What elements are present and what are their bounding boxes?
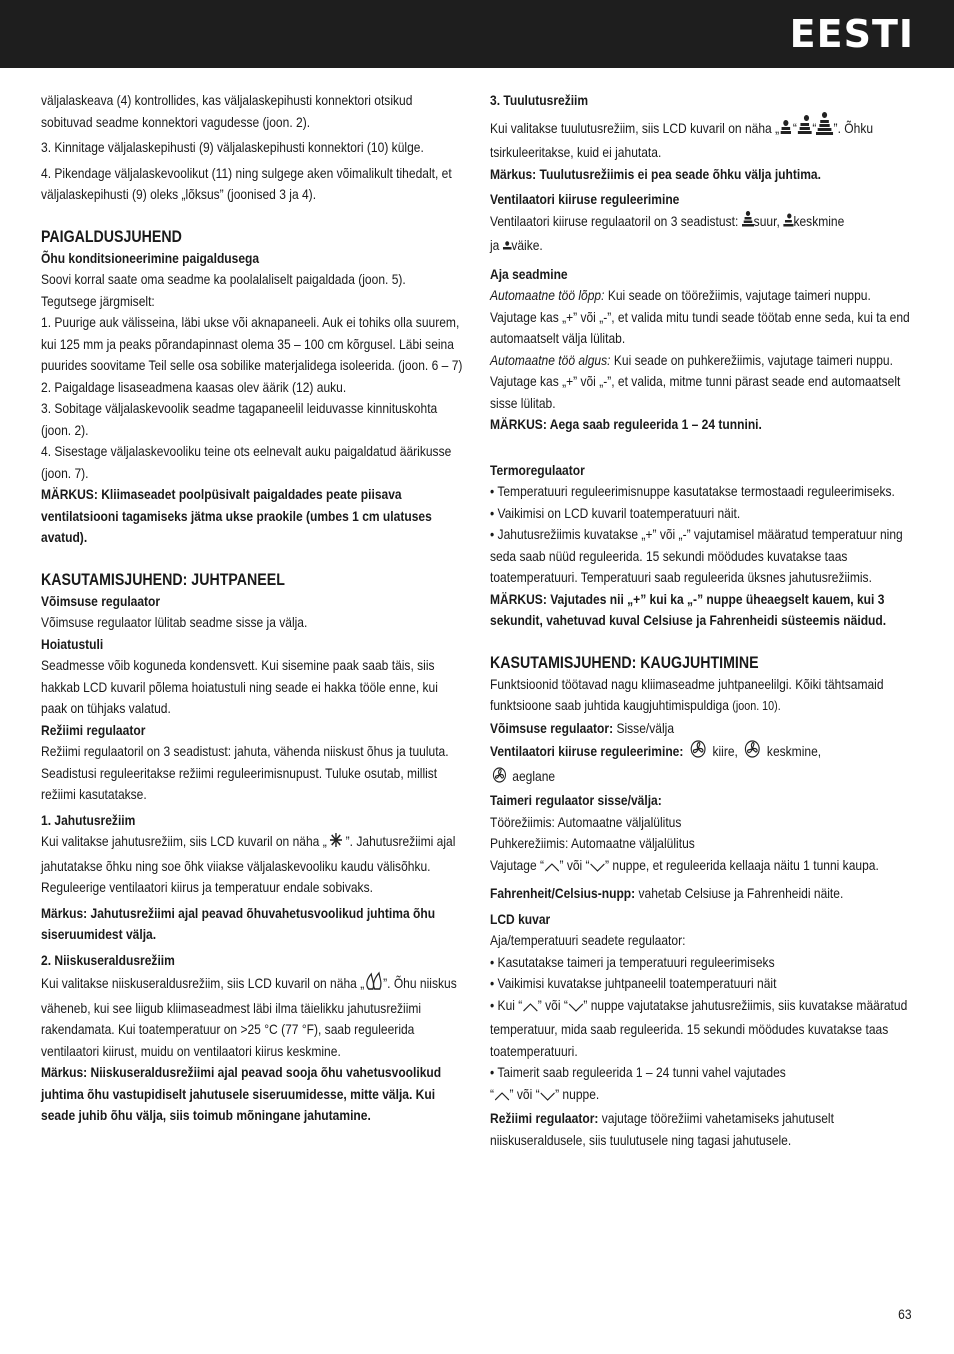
- fan-high-icon: [742, 211, 754, 236]
- paragraph: 4. Sisestage väljalaskevooliku teine ots eelnevalt auku paigaldatud äärikusse (joon. 7).: [41, 443, 452, 481]
- list-item: • Kasutatakse taimeri ja temperatuuri reguleerimiseks: [490, 953, 775, 970]
- paragraph: Võimsuse regulaator: Sisse/välja: [490, 719, 675, 736]
- paragraph: Automaatne töö lõpp: Kui seade on töörežiimis, vajutage taimeri nuppu. Vajutage kas „+” või „-”, et valida mitu tundi seade töötab enne seda, kui ta end automaatselt välja lülitab.: [490, 287, 910, 346]
- paragraph: Aja/temperatuuri seadete regulaator:: [490, 932, 686, 948]
- paragraph: Võimsuse regulaator lülitab seadme sisse ja välja.: [41, 614, 308, 630]
- paragraph: Seadmesse võib koguneda kondensvett. Kui sisemine paak saab täis, siis hakkab LCD kuvaril põlema hoiatustuli ning seade ei hakka tööle enne, kui paak on tühjaks valatud.: [41, 657, 438, 716]
- subheading: Ventilaatori kiiruse reguleerimine: [490, 191, 680, 207]
- list-item: • Vaikimisi kuvatakse juhtpaneelil toatemperatuuri näit: [490, 975, 777, 991]
- paragraph: 2. Paigaldage lisaseadmena kaasas olev äärik (12) auku.: [41, 378, 347, 395]
- list-item: • Kui “ ” või “ ” nuppe vajutatakse jahutusrežiimis, siis kuvatakse määratud temperatuur, mida saab reguleerida. 15 sekundi möödudes kuvatakse taas toatemperatuuri.: [490, 996, 908, 1059]
- section-heading: PAIGALDUSJUHEND: [41, 227, 182, 246]
- paragraph: 1. Puurige auk välisseina, läbi ukse või aknapaneeli. Auk ei tohiks olla suurem, kui 125 mm ja peaks põrandapinnast olema 35 – 100 cm kõrgusel. Läbi seina puurides soovitame Teil selle osa sobilike materjalidega isoleerida. (joon. 6 – 7): [41, 314, 463, 373]
- chevron-down-icon: [590, 858, 605, 880]
- fan-mid-icon: [783, 213, 793, 236]
- note: Märkus: Tuulutusrežiimis ei pea seade õhku välja juhtima.: [490, 165, 821, 182]
- header-bar: [0, 0, 954, 68]
- paragraph: Automaatne töö algus: Kui seade on puhkerežiimis, vajutage taimeri nuppu. Vajutage kas „+” või „-”, et valida, mitme tunni pärast seade end automaatselt sisse lülitab.: [490, 351, 901, 411]
- paragraph: “ ” või “ ” nuppe.: [490, 1084, 913, 1109]
- paragraph: Kui valitakse jahutusrežiim, siis LCD kuvaril on näha „ ”. Jahutusrežiimi ajal jahutatakse õhku ning soe õhk viiakse väljalaskevooliku kaudu välisõhku. Reguleerige ventilaatori kiirus ja temperatuur endale sobivaks.: [41, 833, 456, 895]
- paragraph: Kui valitakse tuulutusrežiim, siis LCD kuvaril on näha „ “ “ ”. Õhku tsirkuleeritakse, kuid ei jahutata.: [490, 112, 913, 164]
- fan-mid-icon: [797, 114, 812, 143]
- paragraph: 3. Kinnitage väljalaskepihusti (9) väljalaskepihusti konnektori (10) külge.: [41, 139, 424, 155]
- note: MÄRKUS: Vajutades nii „+” kui ka „-” nuppe üheaegselt kauem, kui 3 sekundit, vahetuvad kuval Celsiuse ja Fahrenheidi süsteemis näidud.: [490, 590, 887, 628]
- subheading: 1. Jahutusrežiim: [41, 811, 136, 828]
- fan-high-icon: [816, 112, 833, 143]
- droplet-icon: [364, 971, 383, 998]
- paragraph: Soovi korral saate oma seadme ka poolalaliselt paigaldada (joon. 5). Tegutsege järgmiselt:: [41, 271, 406, 309]
- subheading: Aja seadmine: [490, 265, 568, 282]
- fan-low-icon: [503, 238, 512, 260]
- note: Märkus: Niiskuseraldusrežiimi ajal peavad sooja õhu vahetusvoolikud juhtima õhu vastupidiselt jahutusele siseruumidesse, mitte välja. Kui seade juhib õhu välja, siis toimub mõningane jahutamine.: [41, 1064, 442, 1123]
- paragraph: Töörežiimis: Automaatne väljalülitus: [490, 813, 682, 830]
- note: MÄRKUS: Aega saab reguleerida 1 – 24 tunnini.: [490, 416, 762, 432]
- subheading: Režiimi regulaator: [41, 721, 146, 738]
- paragraph: Režiimi regulaatoril on 3 seadistust: jahuta, vähenda niiskust õhus ja tuuluta. Seadistusi reguleeritakse režiimi reguleerimisnupust. Tuluke osutab, millist režiimi kasutatakse.: [41, 743, 449, 802]
- fan-low-icon: [779, 118, 793, 143]
- paragraph: Kui valitakse niiskuseraldusrežiim, siis LCD kuvaril on näha „ ”. Õhu niiskus väheneb, kui see liigub kliimaseadmest läbi ilma täielikku jahutusrežiimi rakendamata. Kui toatemperatuur on >25 °C (77 °F), saab reguleerida ventilaatori kiirust, muidu on ventilaatori kiirus keskmine.: [41, 971, 462, 1062]
- fan-icon: [741, 739, 763, 766]
- chevron-up-icon: [522, 998, 537, 1020]
- list-item: • Temperatuuri reguleerimisnuppe kasutatakse termostaadi reguleerimiseks.: [490, 483, 895, 499]
- right-column: [490, 90, 913, 1151]
- subheading: 2. Niiskuseraldusrežiim: [41, 951, 175, 968]
- paragraph: Ventilaatori kiiruse regulaatoril on 3 seadistust: suur, keskmine: [490, 211, 913, 236]
- paragraph: Vajutage “ ” või “ ” nuppe, et reguleerida kellaaja näitu 1 tunni kaupa.: [490, 855, 913, 880]
- section-heading: KASUTAMISJUHEND: KAUGJUHTIMINE: [490, 653, 759, 672]
- subheading: Taimeri regulaator sisse/välja:: [490, 792, 662, 808]
- subheading: Õhu konditsioneerimine paigaldusega: [41, 249, 260, 266]
- chevron-up-icon: [494, 1087, 509, 1109]
- paragraph: Fahrenheit/Celsius-nupp: vahetab Celsiuse ja Fahrenheidi näite.: [490, 885, 844, 901]
- note: Märkus: Jahutusrežiimi ajal peavad õhuvahetusvoolikud juhtima õhu siseruumidest välja.: [41, 904, 436, 942]
- subheading: Võimsuse regulaator: [41, 592, 161, 609]
- paragraph: 3. Sobitage väljalaskevoolik seadme tagapaneelil leiduvasse kinnituskohta (joon. 2).: [41, 400, 438, 438]
- list-item: • Taimerit saab reguleerida 1 – 24 tunni vahel vajutades: [490, 1064, 786, 1080]
- paragraph: ja väike.: [490, 235, 913, 260]
- fan-icon: [490, 766, 509, 791]
- list-item: • Vaikimisi on LCD kuvaril toatemperatuuri näit.: [490, 504, 741, 521]
- snowflake-sun-icon: [327, 831, 346, 856]
- paragraph: väljalaskeava (4) kontrollides, kas väljalaskepihusti konnektori otsikud sobituvad seadme konnektori vagudesse (joon. 2).: [41, 92, 413, 130]
- note: MÄRKUS: Kliimaseadet poolpüsivalt paigaldades peate piisava ventilatsiooni tagamiseks jätma ukse praokile (umbes 1 cm ulatuses avatud).: [41, 486, 432, 545]
- section-heading: KASUTAMISJUHEND: JUHTPANEEL: [41, 570, 285, 589]
- language-title: EESTI: [789, 12, 914, 56]
- chevron-down-icon: [540, 1087, 555, 1109]
- chevron-up-icon: [544, 858, 559, 880]
- subheading: 3. Tuulutusrežiim: [490, 92, 589, 108]
- paragraph: aeglane: [490, 766, 913, 791]
- chevron-down-icon: [568, 998, 583, 1020]
- paragraph: Ventilaatori kiiruse reguleerimine: kiire, keskmine,: [490, 739, 913, 766]
- page-number: 63: [898, 1306, 912, 1322]
- left-column: [41, 90, 462, 1127]
- paragraph: 4. Pikendage väljalaskevoolikut (11) ning sulgege aken võimalikult tihedalt, et väljalaskepihusti (9) oleks „lõksus” (joonised 3 ja 4).: [41, 164, 452, 202]
- fan-icon: [687, 739, 709, 766]
- list-item: • Jahutusrežiimis kuvatakse „+” või „-” vajutamisel määratud temperatuur ning seda saab nüüd reguleerida. 15 sekundi möödudes kuvatakse taas toatemperatuuri. Temperatuuri saab reguleerida üksnes jahutusrežiimis.: [490, 526, 903, 585]
- subheading: LCD kuvar: [490, 910, 551, 927]
- paragraph: Režiimi regulaator: vajutage töörežiimi vahetamiseks jahutuselt niiskuseraldusele, siis tuulutusele ning tagasi jahutusele.: [490, 1110, 834, 1148]
- subheading: Hoiatustuli: [41, 635, 104, 652]
- paragraph: Puhkerežiimis: Automaatne väljalülitus: [490, 835, 695, 851]
- subheading: Termoregulaator: [490, 461, 585, 478]
- paragraph: Funktsioonid töötavad nagu kliimaseadme juhtpaneelilgi. Kõiki tähtsamaid funktsioone saab juhtida kaugjuhtimispuldiga (joon. 10).: [490, 675, 884, 713]
